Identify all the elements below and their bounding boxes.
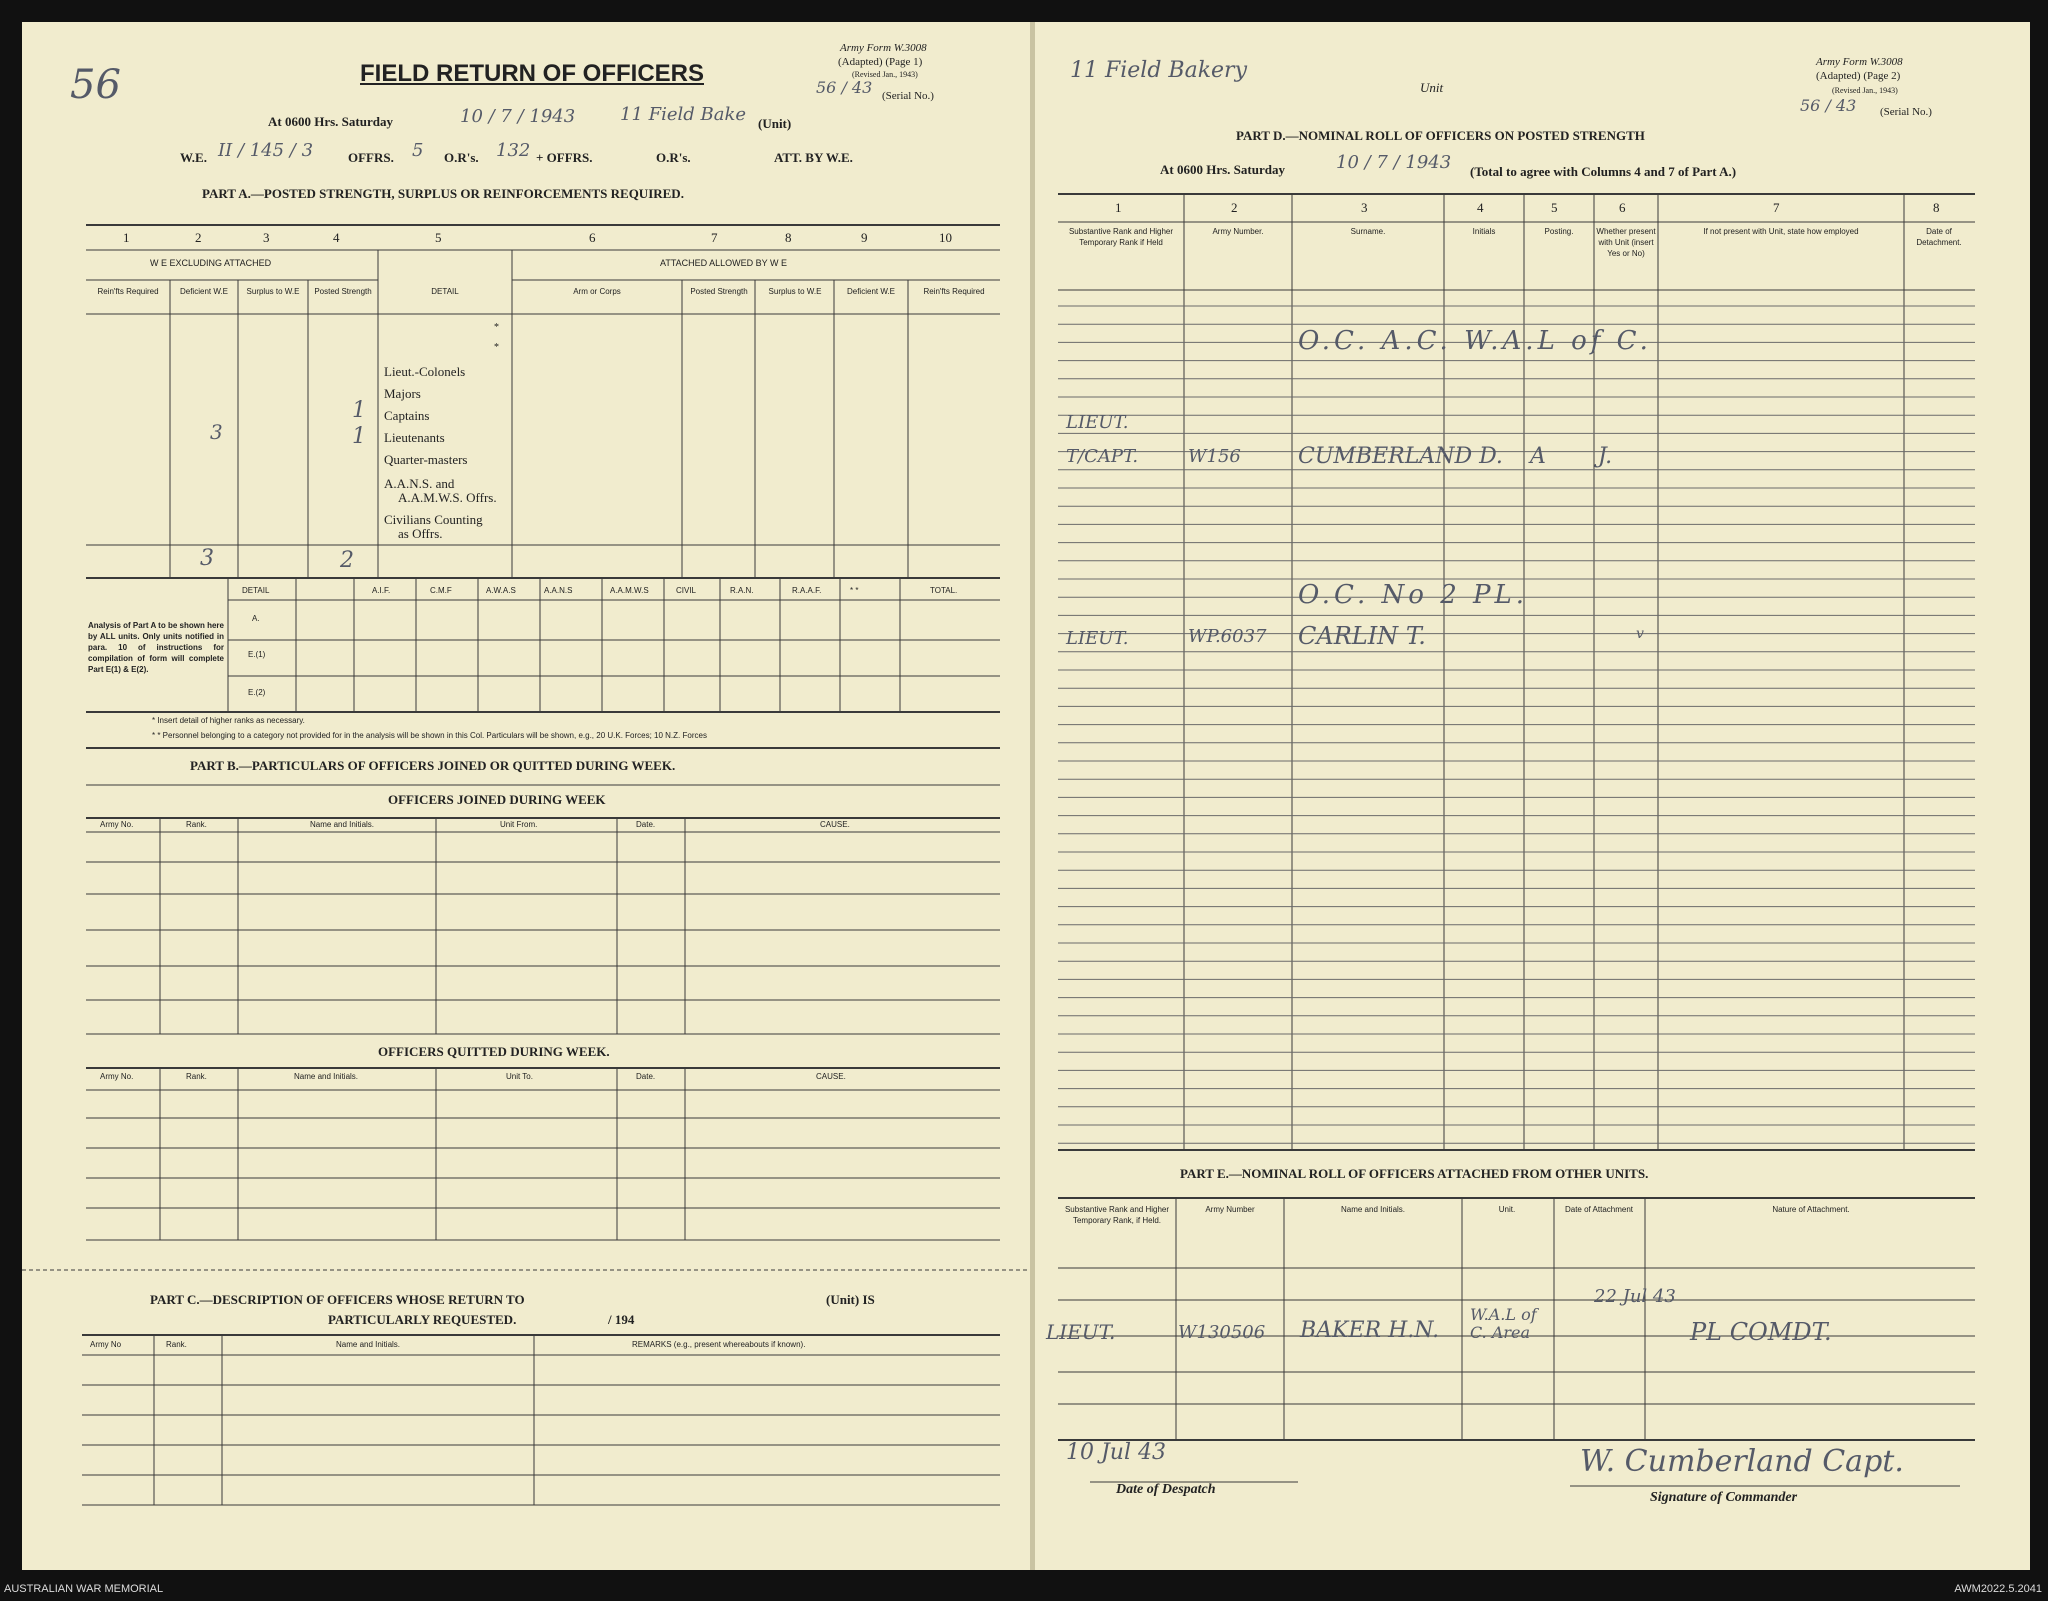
army-form-label-p2: Army Form W.3008 bbox=[1816, 56, 1903, 68]
entry-army-no-3: WP.6037 bbox=[1188, 626, 1267, 647]
form-title: FIELD RETURN OF OFFICERS bbox=[360, 60, 704, 87]
column-number: 9 bbox=[861, 230, 868, 245]
joined-header: Unit From. bbox=[500, 820, 538, 829]
rank-label: A.A.N.S. and bbox=[384, 476, 455, 491]
asterisk-mark: * bbox=[494, 322, 499, 333]
column-number: 8 bbox=[1933, 200, 1940, 215]
part-e-title: PART E.—NOMINAL ROLL OF OFFICERS ATTACHED FROM OTHER UNITS. bbox=[1180, 1166, 1649, 1181]
revised-label-p2: (Revised Jan., 1943) bbox=[1832, 86, 1898, 95]
despatch-date: 10 Jul 43 bbox=[1066, 1440, 1166, 1465]
part-a-header: Posted Strength bbox=[690, 287, 748, 296]
column-number: 7 bbox=[1773, 200, 1780, 215]
part-d-header: Initials bbox=[1472, 227, 1496, 236]
part-e-header: Unit. bbox=[1498, 1205, 1516, 1214]
at-line-label: At 0600 Hrs. Saturday bbox=[268, 114, 393, 129]
rank-label: Majors bbox=[384, 386, 421, 401]
commander-signature: W. Cumberland Capt. bbox=[1580, 1444, 1904, 1479]
analysis-row-label: E.(2) bbox=[248, 688, 266, 697]
unit-label: (Unit) bbox=[758, 116, 792, 131]
part-c-header: Army No bbox=[90, 1340, 122, 1349]
joined-header: Date. bbox=[636, 820, 656, 829]
column-number: 1 bbox=[1115, 200, 1122, 215]
army-form-label: Army Form W.3008 bbox=[840, 42, 927, 54]
rank-label: Lieutenants bbox=[384, 430, 445, 445]
rank-label: Quarter-masters bbox=[384, 452, 468, 467]
analysis-header: R.A.A.F. bbox=[792, 586, 822, 595]
column-number: 1 bbox=[123, 230, 130, 245]
serial-hand-p1: 56 / 43 bbox=[816, 78, 873, 97]
analysis-header: A.A.N.S bbox=[544, 586, 573, 595]
part-b-title: PART B.—PARTICULARS OF OFFICERS JOINED OR QUITTED DURING WEEK. bbox=[190, 758, 676, 773]
total-posted: 2 bbox=[340, 548, 354, 573]
rank-label: A.A.M.W.S. Offrs. bbox=[398, 490, 497, 505]
archive-credit: AUSTRALIAN WAR MEMORIAL bbox=[4, 1583, 164, 1595]
serial-label-p1: (Serial No.) bbox=[882, 90, 934, 102]
rank-label: Civilians Counting bbox=[384, 512, 483, 527]
column-number: 4 bbox=[333, 230, 340, 245]
pe-rank: LIEUT. bbox=[1046, 1320, 1116, 1344]
pe-nature: PL COMDT. bbox=[1690, 1318, 1832, 1346]
entry-posting: J. bbox=[1598, 444, 1613, 469]
part-c-header: Name and Initials. bbox=[336, 1340, 401, 1349]
ors-hand: 132 bbox=[496, 140, 531, 161]
column-number: 2 bbox=[1231, 200, 1238, 215]
analysis-header: * * bbox=[850, 586, 859, 595]
entry-surname-3: CARLIN T. bbox=[1298, 622, 1426, 650]
plus-offrs-label: + OFFRS. bbox=[536, 150, 593, 165]
column-number: 3 bbox=[1361, 200, 1368, 215]
column-number: 4 bbox=[1477, 200, 1484, 215]
analysis-header: DETAIL bbox=[242, 586, 270, 595]
part-d-header: Date of Detachment. bbox=[1916, 227, 1962, 247]
part-c-title-c: PARTICULARLY REQUESTED. bbox=[328, 1312, 517, 1327]
analysis-header: TOTAL. bbox=[930, 586, 958, 595]
attached-allowed: ATTACHED ALLOWED BY W E bbox=[660, 258, 788, 268]
part-c-title-a: PART C.—DESCRIPTION OF OFFICERS WHOSE RETURN TO bbox=[150, 1292, 525, 1307]
column-number: 3 bbox=[263, 230, 270, 245]
asterisk-mark: * bbox=[494, 342, 499, 353]
part-a-title: PART A.—POSTED STRENGTH, SURPLUS OR REINFORCEMENTS REQUIRED. bbox=[202, 186, 684, 201]
hand-posted-2: 1 bbox=[352, 424, 366, 449]
part-d-header: Army Number. bbox=[1212, 227, 1264, 236]
part-a-header: Rein'fts Required bbox=[97, 287, 159, 296]
quitted-header: Name and Initials. bbox=[294, 1072, 359, 1081]
adapted-label: (Adapted) (Page 1) bbox=[838, 56, 923, 68]
archive-ref: AWM2022.5.2041 bbox=[1954, 1583, 2042, 1595]
part-a-header: Posted Strength bbox=[314, 287, 372, 296]
unit-name: 11 Field Bake bbox=[620, 104, 747, 125]
quitted-header: Unit To. bbox=[506, 1072, 533, 1081]
total-deficient: 3 bbox=[200, 546, 214, 571]
pe-date: 22 Jul 43 bbox=[1594, 1286, 1676, 1307]
column-number: 10 bbox=[939, 230, 952, 245]
part-e-header: Date of Attachment bbox=[1564, 1205, 1634, 1214]
offrs-hand: 5 bbox=[412, 140, 424, 161]
analysis-note: Analysis of Part A to be shown here by ALL units. Only units notified in para. 10 of instructions for compilation of form will complete Part E(1) & E(2). bbox=[88, 621, 224, 674]
quitted-header: CAUSE. bbox=[816, 1072, 846, 1081]
quitted-title: OFFICERS QUITTED DURING WEEK. bbox=[378, 1044, 610, 1059]
part-d-header: Whether present with Unit (insert Yes or No) bbox=[1596, 227, 1656, 258]
pe-name: BAKER H.N. bbox=[1300, 1318, 1440, 1343]
joined-header: Name and Initials. bbox=[310, 820, 375, 829]
analysis-header: CIVIL bbox=[676, 586, 697, 595]
pe-army-no: W130506 bbox=[1178, 1322, 1266, 1343]
entry-rank-1: LIEUT. bbox=[1066, 412, 1129, 433]
part-c-header: Rank. bbox=[166, 1340, 187, 1349]
part-a-header: Arm or Corps bbox=[573, 287, 621, 296]
part-c-title-b: (Unit) IS bbox=[826, 1292, 875, 1307]
column-number: 5 bbox=[435, 230, 442, 245]
we-hand: II / 145 / 3 bbox=[218, 140, 314, 161]
rank-label: as Offrs. bbox=[398, 526, 443, 541]
column-number: 6 bbox=[1619, 200, 1626, 215]
column-number: 6 bbox=[589, 230, 596, 245]
part-d-header: If not present with Unit, state how employed bbox=[1703, 227, 1859, 236]
hand-posted-1: 1 bbox=[352, 398, 366, 423]
analysis-row-label: E.(1) bbox=[248, 650, 266, 659]
part-d-header: Substantive Rank and Higher Temporary Rank if Held bbox=[1068, 227, 1174, 247]
part-d-header: Surname. bbox=[1350, 227, 1386, 236]
part-c-title-d: / 194 bbox=[608, 1312, 635, 1327]
quitted-header: Rank. bbox=[186, 1072, 207, 1081]
quitted-header: Army No. bbox=[100, 1072, 134, 1081]
column-number: 8 bbox=[785, 230, 792, 245]
part-a-header: Deficient W.E bbox=[846, 287, 895, 296]
analysis-header: R.A.N. bbox=[730, 586, 754, 595]
part-a-header: Surplus to W.E bbox=[246, 287, 300, 296]
joined-header: CAUSE. bbox=[820, 820, 850, 829]
rank-label: Lieut.-Colonels bbox=[384, 364, 466, 379]
entry-initials: A bbox=[1530, 444, 1546, 469]
part-a-header: Surplus to W.E bbox=[768, 287, 822, 296]
joined-title: OFFICERS JOINED DURING WEEK bbox=[388, 792, 606, 807]
despatch-label: Date of Despatch bbox=[1116, 1482, 1216, 1497]
joined-header: Army No. bbox=[100, 820, 134, 829]
pe-unit: W.A.L of C. Area bbox=[1470, 1305, 1537, 1342]
analysis-header: A.A.M.W.S bbox=[610, 586, 649, 595]
entry-rank-3: LIEUT. bbox=[1066, 628, 1129, 649]
ors-label: O.R's. bbox=[444, 150, 479, 165]
part-e-header: Army Number bbox=[1205, 1205, 1255, 1214]
analysis-header: C.M.F bbox=[430, 586, 452, 595]
entry-present-3: v bbox=[1636, 626, 1644, 642]
analysis-header: A.I.F. bbox=[372, 586, 391, 595]
revised-label: (Revised Jan., 1943) bbox=[852, 70, 918, 79]
part-d-title: PART D.—NOMINAL ROLL OF OFFICERS ON POSTED STRENGTH bbox=[1236, 128, 1645, 143]
column-number: 7 bbox=[711, 230, 718, 245]
entry-note-oc: O.C. A.C. W.A.L of C. bbox=[1298, 326, 1652, 356]
unit-label-p2: Unit bbox=[1420, 80, 1444, 95]
part-e-header: Substantive Rank and Higher Temporary Rank, if Held. bbox=[1064, 1205, 1170, 1225]
footnote-2: * * Personnel belonging to a category not provided for in the analysis will be shown in this Col. Particulars will be shown, e.g., 20 U.K. Forces; 10 N.Z. Forces bbox=[152, 731, 707, 740]
att-by-we-label: ATT. BY W.E. bbox=[774, 150, 853, 165]
rank-label: Captains bbox=[384, 408, 430, 423]
analysis-row-label: A. bbox=[252, 614, 260, 623]
margin-serial-mark: 56 bbox=[70, 62, 121, 108]
part-e-header: Nature of Attachment. bbox=[1772, 1205, 1850, 1214]
serial-hand-p2: 56 / 43 bbox=[1800, 96, 1857, 115]
part-d-header: Posting. bbox=[1544, 227, 1574, 236]
analysis-header: A.W.A.S bbox=[486, 586, 516, 595]
part-d-total-note: (Total to agree with Columns 4 and 7 of Part A.) bbox=[1470, 164, 1737, 179]
offrs-label: OFFRS. bbox=[348, 150, 394, 165]
serial-label-p2: (Serial No.) bbox=[1880, 106, 1932, 118]
ors2-label: O.R's. bbox=[656, 150, 691, 165]
quitted-header: Date. bbox=[636, 1072, 656, 1081]
column-number: 2 bbox=[195, 230, 202, 245]
part-a-header: DETAIL bbox=[431, 287, 459, 296]
part-a-header: Deficient W.E bbox=[179, 287, 228, 296]
entry-rank-2: T/CAPT. bbox=[1066, 446, 1139, 467]
part-c-header: REMARKS (e.g., present whereabouts if known). bbox=[632, 1340, 806, 1349]
adapted-label-p2: (Adapted) (Page 2) bbox=[1816, 70, 1901, 82]
part-a-header: Rein'fts Required bbox=[923, 287, 985, 296]
footnote-1: * Insert detail of higher ranks as necessary. bbox=[152, 716, 305, 725]
joined-header: Rank. bbox=[186, 820, 207, 829]
entry-note-pl: O.C. No 2 PL. bbox=[1298, 580, 1529, 610]
signature-label: Signature of Commander bbox=[1650, 1490, 1798, 1505]
we-label: W.E. bbox=[180, 150, 207, 165]
entry-surname: CUMBERLAND D. bbox=[1298, 444, 1503, 469]
part-d-date: 10 / 7 / 1943 bbox=[1336, 152, 1452, 173]
entry-army-no: W156 bbox=[1188, 446, 1241, 467]
column-number: 5 bbox=[1551, 200, 1558, 215]
return-date: 10 / 7 / 1943 bbox=[460, 106, 576, 127]
part-d-at-label: At 0600 Hrs. Saturday bbox=[1160, 162, 1285, 177]
part-e-header: Name and Initials. bbox=[1340, 1205, 1406, 1214]
hand-deficient: 3 bbox=[210, 420, 223, 444]
we-excluding-attached: W E EXCLUDING ATTACHED bbox=[150, 258, 272, 268]
unit-name-p2: 11 Field Bakery bbox=[1070, 58, 1247, 83]
